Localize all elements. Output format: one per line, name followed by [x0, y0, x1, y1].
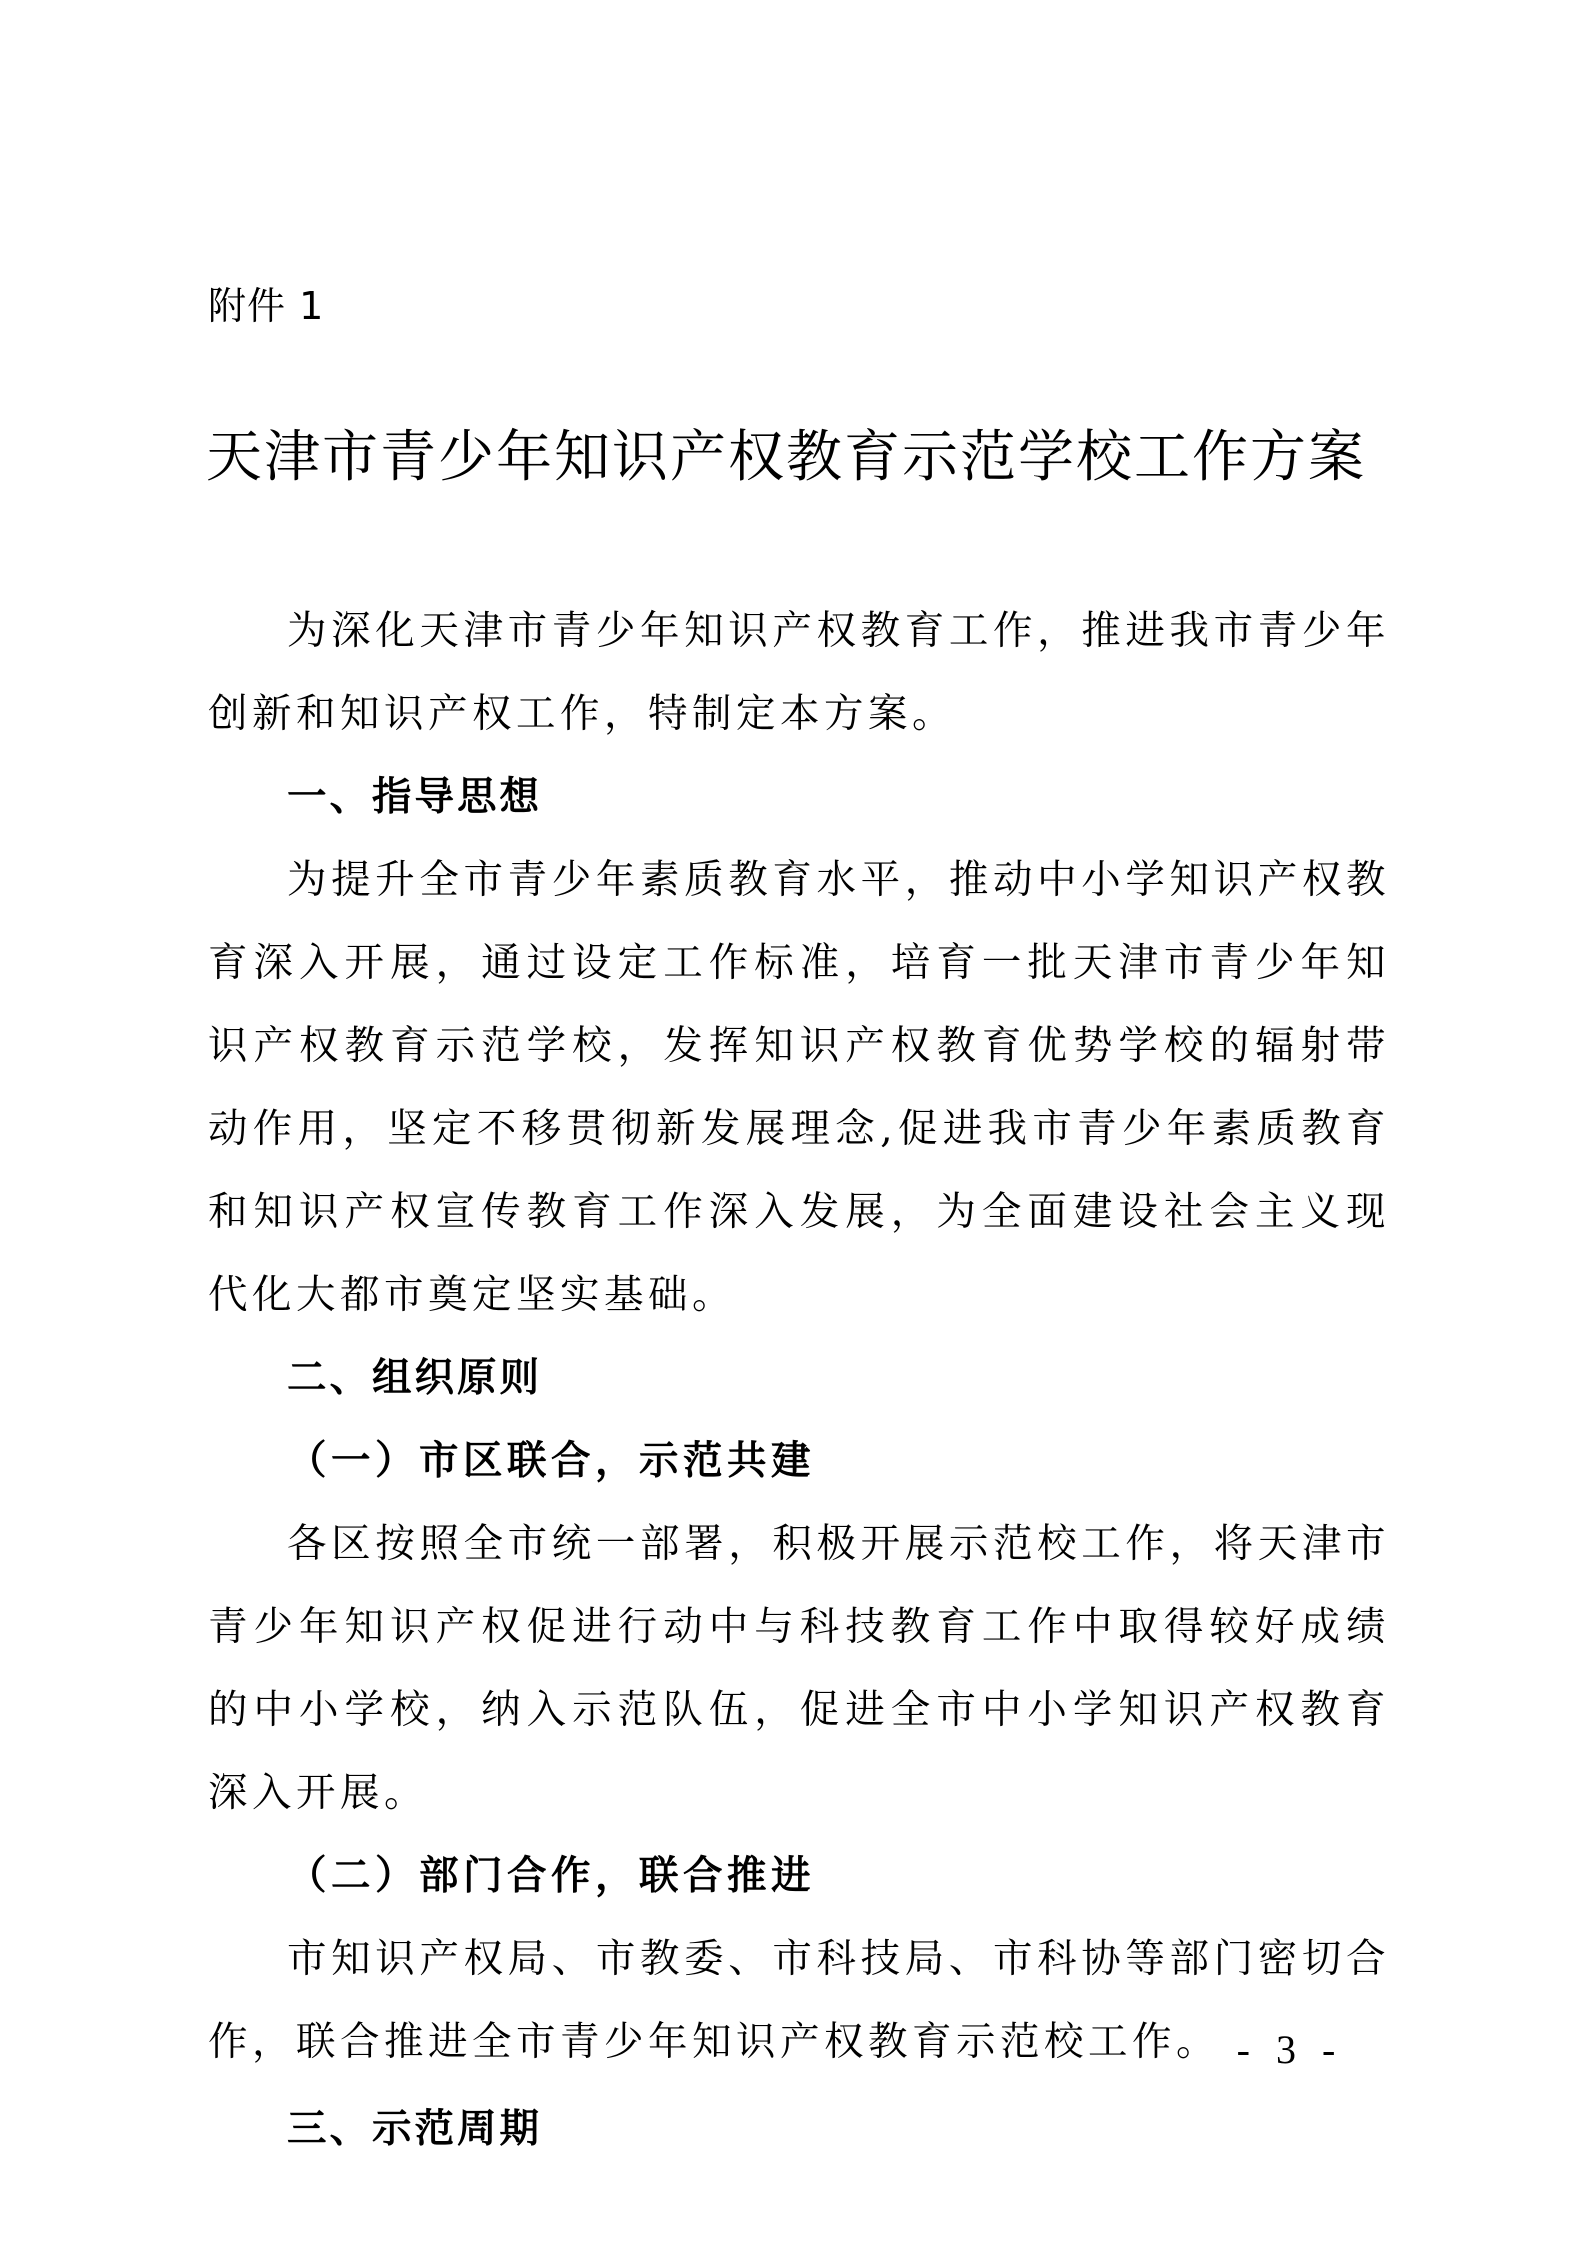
subsection-heading-city-district-joint: （一）市区联合，示范共建: [287, 1438, 815, 1484]
document-body: [208, 590, 1390, 2171]
subsection-heading-department-cooperation: （二）部门合作，联合推进: [287, 1853, 815, 1899]
section-heading-organization-principles: 二、组织原则: [287, 1355, 542, 1401]
guiding-ideology-paragraph: 为提升全市青少年素质教育水平，推动中小学知识产权教育深入开展，通过设定工作标准，培育一批天津市青少年知识产权教育示范学校，发挥知识产权教育优势学校的辐射带动作用，坚定不移贯彻新发展理念,促进我市青少年素质教育和知识产权宣传教育工作深入发展，为全面建设社会主义现代化大都市奠定坚实基础。: [208, 857, 1390, 1318]
section-heading-guiding-ideology: 一、指导思想: [287, 774, 542, 820]
attachment-label: 附件 1: [208, 284, 325, 328]
intro-paragraph: 为深化天津市青少年知识产权教育工作，推进我市青少年创新和知识产权工作，特制定本方案。: [208, 608, 1390, 737]
document-title: 天津市青少年知识产权教育示范学校工作方案: [206, 425, 1366, 490]
section-heading-demonstration-period: 三、示范周期: [287, 2106, 542, 2152]
department-cooperation-paragraph: 市知识产权局、市教委、市科技局、市科协等部门密切合作，联合推进全市青少年知识产权教育示范校工作。: [208, 1936, 1390, 2065]
page-number: - 3 -: [1236, 2027, 1344, 2072]
city-district-joint-paragraph: 各区按照全市统一部署，积极开展示范校工作，将天津市青少年知识产权促进行动中与科技教育工作中取得较好成绩的中小学校，纳入示范队伍，促进全市中小学知识产权教育深入开展。: [208, 1521, 1390, 1816]
